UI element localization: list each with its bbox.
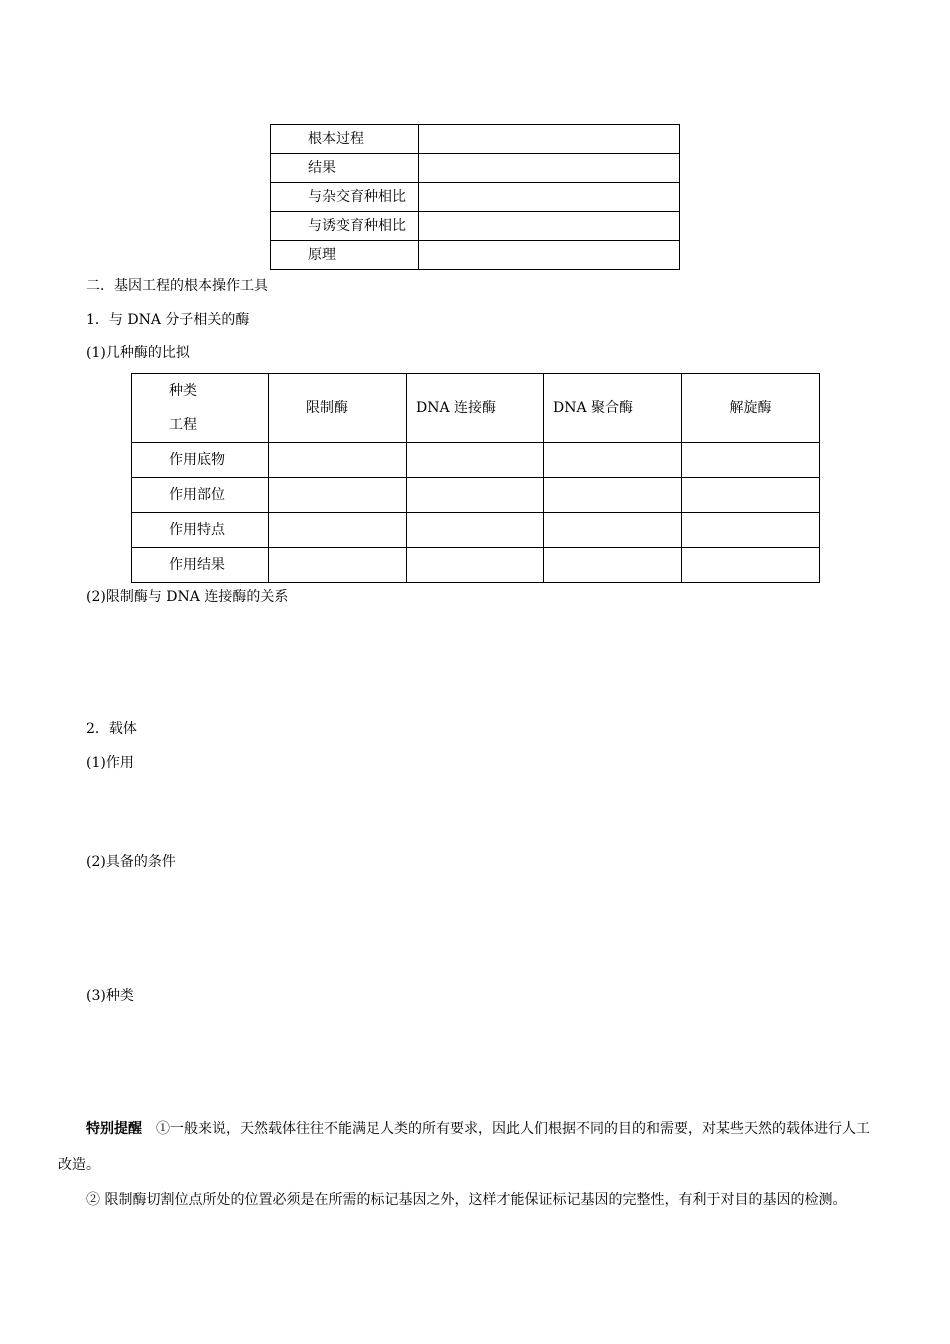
- empty-cell: [682, 513, 820, 548]
- row-label: 作用结果: [132, 548, 269, 583]
- vector-heading: 2．载体: [86, 721, 137, 737]
- empty-cell: [269, 478, 407, 513]
- table-row: [271, 125, 680, 154]
- empty-cell: [682, 443, 820, 478]
- table-row: [132, 443, 820, 478]
- table-header-row: [132, 374, 820, 443]
- row-label: 作用底物: [132, 443, 269, 478]
- enzyme-comparison-table: [131, 373, 820, 583]
- empty-cell: [269, 443, 407, 478]
- column-header: 解旋酶: [682, 374, 820, 443]
- enzymes-heading: 1．与 DNA 分子相关的酶: [86, 312, 250, 328]
- row-label: 与诱变育种相比: [271, 212, 419, 241]
- empty-cell: [682, 548, 820, 583]
- enzyme-comparison-subheading: (1)几种酶的比拟: [86, 345, 190, 361]
- vector-conditions-subheading: (2)具备的条件: [86, 854, 176, 870]
- breeding-comparison-table: [270, 124, 680, 270]
- column-header: 限制酶: [269, 374, 407, 443]
- empty-cell: [682, 478, 820, 513]
- row-label: 原理: [271, 241, 419, 270]
- vector-types-subheading: (3)种类: [86, 988, 134, 1004]
- enzyme-relation-subheading: (2)限制酶与 DNA 连接酶的关系: [86, 589, 289, 605]
- empty-cell: [407, 513, 544, 548]
- empty-cell: [544, 478, 682, 513]
- row-label: 作用特点: [132, 513, 269, 548]
- empty-cell: [269, 513, 407, 548]
- corner-top-label: 种类: [169, 383, 197, 399]
- corner-header-cell: [132, 374, 269, 443]
- row-label: 作用部位: [132, 478, 269, 513]
- column-header: DNA 连接酶: [407, 374, 544, 443]
- row-label: 根本过程: [271, 125, 419, 154]
- empty-cell: [419, 125, 680, 154]
- row-label: 结果: [271, 154, 419, 183]
- empty-cell: [407, 478, 544, 513]
- tip-text-2: ② 限制酶切割位点所处的位置必须是在所需的标记基因之外，这样才能保证标记基因的完整性，有利于对目的基因的检测。: [86, 1192, 847, 1208]
- tip-text-1: ①一般来说，天然载体往往不能满足人类的所有要求，因此人们根据不同的目的和需要，对某些天然的载体进行人工: [156, 1121, 870, 1137]
- row-label: 与杂交育种相比: [271, 183, 419, 212]
- vector-function-subheading: (1)作用: [86, 755, 134, 771]
- empty-cell: [407, 443, 544, 478]
- empty-cell: [419, 212, 680, 241]
- empty-cell: [419, 183, 680, 212]
- empty-cell: [269, 548, 407, 583]
- corner-bottom-label: 工程: [169, 417, 197, 433]
- tip-text-1-continued: 改造。: [58, 1157, 100, 1173]
- table-row: [132, 478, 820, 513]
- empty-cell: [544, 548, 682, 583]
- empty-cell: [544, 513, 682, 548]
- table-row: [271, 241, 680, 270]
- table-row: [271, 183, 680, 212]
- section-heading: 二．基因工程的根本操作工具: [86, 278, 268, 294]
- empty-cell: [419, 154, 680, 183]
- column-header: DNA 聚合酶: [544, 374, 682, 443]
- table-row: [132, 513, 820, 548]
- empty-cell: [419, 241, 680, 270]
- table-row: [271, 212, 680, 241]
- table-row: [271, 154, 680, 183]
- table-row: [132, 548, 820, 583]
- empty-cell: [407, 548, 544, 583]
- tip-label: 特别提醒: [86, 1121, 142, 1137]
- tip-paragraph: [86, 1120, 870, 1138]
- empty-cell: [544, 443, 682, 478]
